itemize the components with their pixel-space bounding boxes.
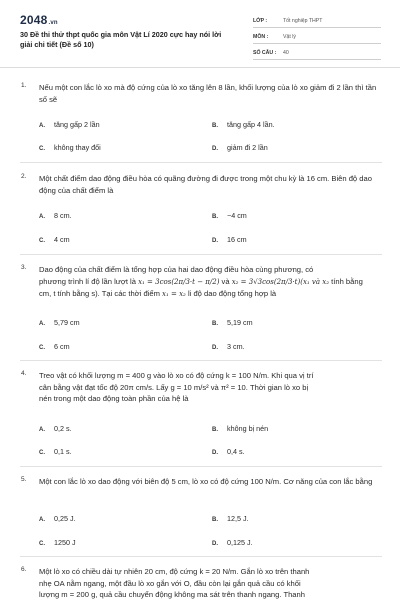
- logo-text: 2048: [20, 13, 48, 27]
- question-line: Một lò xo có chiều dài tự nhiên 20 cm, độ cứng k = 20 N/m. Gắn lò xo trên thanh: [39, 567, 310, 576]
- option-letter: B.: [212, 517, 218, 523]
- option-text: 12,5 J.: [227, 514, 249, 523]
- option-text: 16 cm: [227, 235, 247, 244]
- question-text: [39, 370, 381, 405]
- option-c[interactable]: [39, 235, 70, 244]
- option-a[interactable]: [39, 424, 72, 433]
- question-divider: [20, 162, 382, 163]
- text-fragment: cm, t tính bằng s). Tại các thời điểm: [39, 289, 163, 298]
- header-divider: [0, 67, 400, 68]
- document-title: 30 Đề thi thử thpt quốc gia môn Vật Lí 2020 cực hay nói lời giải chi tiết (Đề số 10): [20, 30, 222, 49]
- question-number: 5.: [21, 476, 27, 483]
- option-letter: D.: [212, 146, 218, 152]
- option-letter: C.: [39, 450, 45, 456]
- equation-x2: x₂ = 3√3cos(2π/3·t)(x₁ và x₂: [231, 277, 330, 286]
- question-text: [39, 264, 381, 301]
- logo-suffix: .vn: [48, 20, 58, 26]
- question-number: 2.: [21, 173, 27, 180]
- meta-value: Tốt nghiệp THPT: [283, 17, 323, 24]
- question-line: lượng m = 200 g, quả cầu chuyển động không ma sát trên thanh ngang. Thanh: [39, 590, 305, 599]
- question-divider: [20, 360, 382, 361]
- option-text: 1250 J: [54, 538, 76, 547]
- option-d[interactable]: [212, 538, 253, 547]
- option-c[interactable]: [39, 143, 101, 152]
- option-b[interactable]: [212, 120, 275, 129]
- option-letter: A.: [39, 123, 45, 129]
- meta-key: SỐ CÂU :: [253, 49, 277, 56]
- option-d[interactable]: [212, 235, 247, 244]
- option-a[interactable]: [39, 514, 76, 523]
- meta-value: 40: [283, 49, 289, 56]
- option-d[interactable]: [212, 342, 245, 351]
- equation-equal: x₁ = x₂: [162, 290, 186, 298]
- option-text: tăng gấp 4 lần.: [227, 120, 275, 129]
- meta-row-subject: [253, 30, 381, 44]
- option-letter: D.: [212, 345, 218, 351]
- option-text: 5,19 cm: [227, 318, 253, 327]
- option-b[interactable]: [212, 211, 247, 220]
- option-b[interactable]: [212, 424, 268, 433]
- meta-row-class: [253, 14, 381, 28]
- option-c[interactable]: [39, 342, 70, 351]
- option-letter: C.: [39, 146, 45, 152]
- option-text: giảm đi 2 lần: [227, 143, 268, 152]
- question-number: 3.: [21, 264, 27, 271]
- option-c[interactable]: [39, 538, 76, 547]
- option-text: 3 cm.: [227, 342, 245, 351]
- question-number: 4.: [21, 370, 27, 377]
- option-text: 6 cm: [54, 342, 70, 351]
- option-a[interactable]: [39, 318, 80, 327]
- question-text: Nếu một con lắc lò xo mà độ cứng của lò xo tăng lên 8 lần, khối lượng của lò xo giảm đi 2 lần thì tần số sẽ: [39, 83, 377, 104]
- option-letter: C.: [39, 345, 45, 351]
- option-letter: D.: [212, 541, 218, 547]
- question-number: 6.: [21, 566, 27, 573]
- option-a[interactable]: [39, 120, 100, 129]
- option-letter: B.: [212, 427, 218, 433]
- question-line: cân bằng vật đạt tốc độ 20π cm/s. Lấy g = 10 m/s² và π² = 10. Thời gian lò xo bị: [39, 382, 309, 392]
- option-d[interactable]: [212, 447, 245, 456]
- option-text: không thay đổi: [54, 143, 101, 152]
- option-text: 5,79 cm: [54, 318, 80, 327]
- option-c[interactable]: [39, 447, 72, 456]
- option-text: −4 cm: [227, 211, 247, 220]
- option-d[interactable]: [212, 143, 268, 152]
- question-text: Một chất điểm dao động điều hòa có quãng đường đi được trong một chu kỳ là 16 cm. Biên độ dao động của chất điểm là: [39, 174, 372, 195]
- exam-meta: [253, 14, 381, 62]
- meta-key: MÔN :: [253, 33, 269, 40]
- option-b[interactable]: [212, 514, 249, 523]
- question-text: Một con lắc lò xo dao động với biên độ 5 cm, lò xo có độ cứng 100 N/m. Cơ năng của con lắc bằng: [39, 477, 373, 486]
- question-divider: [20, 466, 382, 467]
- option-text: 0,2 s.: [54, 424, 72, 433]
- option-letter: A.: [39, 321, 45, 327]
- question-text: [39, 566, 381, 600]
- option-letter: B.: [212, 214, 218, 220]
- question-line: Treo vật có khối lượng m = 400 g vào lò xo có độ cứng k = 100 N/m. Khi qua vị trí: [39, 371, 314, 380]
- equation-x1: x₁ = 3cos(2π/3·t − π/2): [138, 277, 220, 286]
- option-b[interactable]: [212, 318, 253, 327]
- text-fragment: phương trình lí độ lần lượt là: [39, 276, 139, 286]
- question-line: [39, 276, 381, 289]
- option-letter: A.: [39, 214, 45, 220]
- option-letter: D.: [212, 450, 218, 456]
- question-number: 1.: [21, 82, 27, 89]
- option-text: 8 cm.: [54, 211, 72, 220]
- question-line: Dao động của chất điểm là tổng hợp của hai dao động điều hòa cùng phương, có: [39, 265, 314, 274]
- meta-value: Vật lý: [283, 33, 296, 40]
- site-logo[interactable]: [20, 13, 58, 27]
- question-divider: [20, 254, 382, 255]
- option-a[interactable]: [39, 211, 72, 220]
- meta-row-count: [253, 46, 381, 60]
- option-letter: B.: [212, 123, 218, 129]
- option-text: tăng gấp 2 lần: [54, 120, 100, 129]
- text-fragment: tính bằng: [329, 276, 363, 286]
- meta-key: LỚP :: [253, 17, 268, 24]
- option-text: 0,125 J.: [227, 538, 253, 547]
- option-text: 4 cm: [54, 235, 70, 244]
- option-letter: C.: [39, 238, 45, 244]
- option-text: không bị nén: [227, 424, 269, 433]
- option-letter: A.: [39, 517, 45, 523]
- question-line: nhẹ OA nằm ngang, một đầu lò xo gắn với O, đầu còn lại gắn quả cầu có khối: [39, 578, 301, 588]
- option-letter: C.: [39, 541, 45, 547]
- page-header: [0, 0, 400, 66]
- option-letter: B.: [212, 321, 218, 327]
- question-divider: [20, 556, 382, 557]
- question-line: nén trong một dao động toàn phần của hệ là: [39, 394, 189, 403]
- option-text: 0,1 s.: [54, 447, 72, 456]
- text-fragment: và: [219, 276, 232, 286]
- option-letter: A.: [39, 427, 45, 433]
- option-text: 0,4 s.: [227, 447, 245, 456]
- text-fragment: li độ dao động tổng hợp là: [185, 289, 277, 298]
- option-text: 0,25 J.: [54, 514, 76, 523]
- option-letter: D.: [212, 238, 218, 244]
- question-line: [39, 288, 381, 301]
